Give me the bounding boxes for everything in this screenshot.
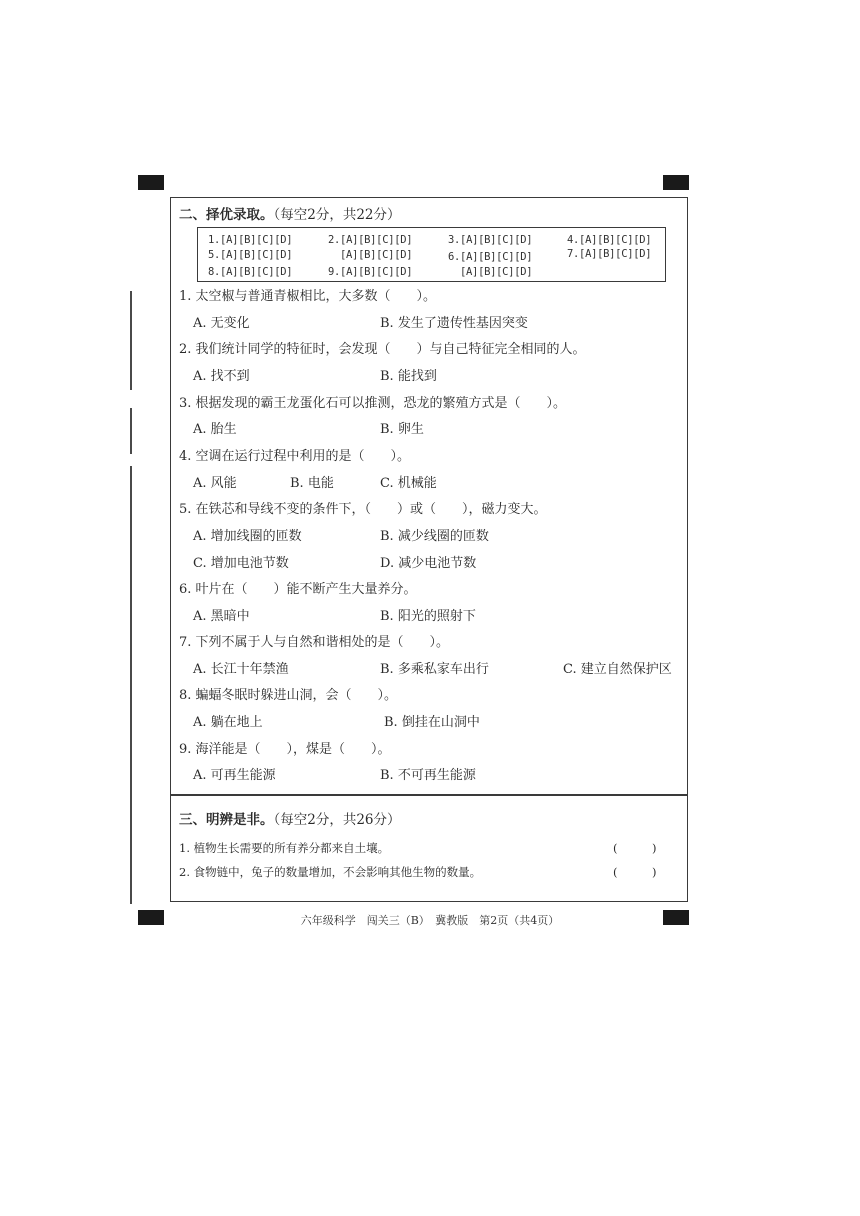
answer-card-item[interactable]: 9.[A][B][C][D] xyxy=(328,266,413,278)
answer-card-item[interactable]: 5.[A][B][C][D] xyxy=(208,249,293,261)
question-stem: 4. 空调在运行过程中利用的是（ ）。 xyxy=(179,449,411,464)
question-stem: 9. 海洋能是（ ），煤是（ ）。 xyxy=(179,742,391,757)
option-b[interactable]: B. 电能 xyxy=(290,476,334,491)
answer-card-item[interactable]: 8.[A][B][C][D] xyxy=(208,266,293,278)
answer-card-item[interactable]: 6.[A][B][C][D] xyxy=(448,251,533,263)
option-b[interactable]: B. 能找到 xyxy=(380,369,437,384)
option-a[interactable]: A. 黑暗中 xyxy=(193,609,250,624)
binding-line xyxy=(130,466,132,904)
option-a[interactable]: A. 风能 xyxy=(193,476,237,491)
answer-card-item[interactable]: 2.[A][B][C][D] xyxy=(328,234,413,246)
section3-heading xyxy=(179,812,401,828)
question-stem: 5. 在铁芯和导线不变的条件下，（ ）或（ ），磁力变大。 xyxy=(179,502,547,517)
answer-card-item[interactable]: [A][B][C][D] xyxy=(460,266,533,278)
answer-card-item[interactable]: 3.[A][B][C][D] xyxy=(448,234,533,246)
answer-card-item[interactable]: [A][B][C][D] xyxy=(340,249,413,261)
option-b[interactable]: B. 阳光的照射下 xyxy=(380,609,476,624)
question-stem: 7. 下列不属于人与自然和谐相处的是（ ）。 xyxy=(179,635,450,650)
option-a[interactable]: A. 增加线圈的匝数 xyxy=(193,529,302,544)
judgment-item: 2. 食物链中，兔子的数量增加，不会影响其他生物的数量。 xyxy=(179,865,482,879)
judgment-blank[interactable]: ( ) xyxy=(613,865,657,879)
section3-title: 三、明辨是非。 xyxy=(179,812,274,828)
option-b[interactable]: B. 多乘私家车出行 xyxy=(380,662,489,677)
answer-card-item[interactable]: 4.[A][B][C][D] xyxy=(567,234,652,246)
option-c[interactable]: C. 增加电池节数 xyxy=(193,556,289,571)
page-footer: 六年级科学 闯关三（B） 冀教版 第2页（共4页） xyxy=(300,914,560,927)
registration-mark-top-left xyxy=(138,175,164,190)
question-stem: 3. 根据发现的霸王龙蛋化石可以推测，恐龙的繁殖方式是（ ）。 xyxy=(179,396,567,411)
section2-title: 二、择优录取。 xyxy=(179,207,274,223)
option-a[interactable]: A. 长江十年禁渔 xyxy=(193,662,289,677)
judgment-item: 1. 植物生长需要的所有养分都来自土壤。 xyxy=(179,841,390,855)
section2-heading xyxy=(179,207,401,223)
option-a[interactable]: A. 可再生能源 xyxy=(193,768,276,783)
binding-line xyxy=(130,291,132,390)
question-stem: 2. 我们统计同学的特征时，会发现（ ）与自己特征完全相同的人。 xyxy=(179,342,586,357)
answer-card-item[interactable]: 7.[A][B][C][D] xyxy=(567,248,652,260)
binding-line xyxy=(130,408,132,454)
option-a[interactable]: A. 胎生 xyxy=(193,422,237,437)
option-b[interactable]: B. 发生了遗传性基因突变 xyxy=(380,316,528,331)
option-a[interactable]: A. 躺在地上 xyxy=(193,715,263,730)
judgment-blank[interactable]: ( ) xyxy=(613,841,657,855)
answer-card-item[interactable]: 1.[A][B][C][D] xyxy=(208,234,293,246)
option-b[interactable]: B. 倒挂在山洞中 xyxy=(384,715,480,730)
registration-mark-top-right xyxy=(663,175,689,190)
option-b[interactable]: B. 不可再生能源 xyxy=(380,768,476,783)
section2-score: （每空2分，共22分） xyxy=(273,207,401,223)
option-d[interactable]: D. 减少电池节数 xyxy=(380,556,477,571)
option-b[interactable]: B. 减少线圈的匝数 xyxy=(380,529,489,544)
section3-score: （每空2分，共26分） xyxy=(273,812,401,828)
option-a[interactable]: A. 无变化 xyxy=(193,316,250,331)
option-b[interactable]: B. 卵生 xyxy=(380,422,424,437)
option-c[interactable]: C. 机械能 xyxy=(380,476,437,491)
option-c[interactable]: C. 建立自然保护区 xyxy=(563,662,672,677)
question-stem: 1. 太空椒与普通青椒相比，大多数（ ）。 xyxy=(179,289,437,304)
section-divider xyxy=(170,794,688,796)
option-a[interactable]: A. 找不到 xyxy=(193,369,250,384)
question-stem: 6. 叶片在（ ）能不断产生大量养分。 xyxy=(179,582,417,597)
question-stem: 8. 蝙蝠冬眠时躲进山洞，会（ ）。 xyxy=(179,688,398,703)
